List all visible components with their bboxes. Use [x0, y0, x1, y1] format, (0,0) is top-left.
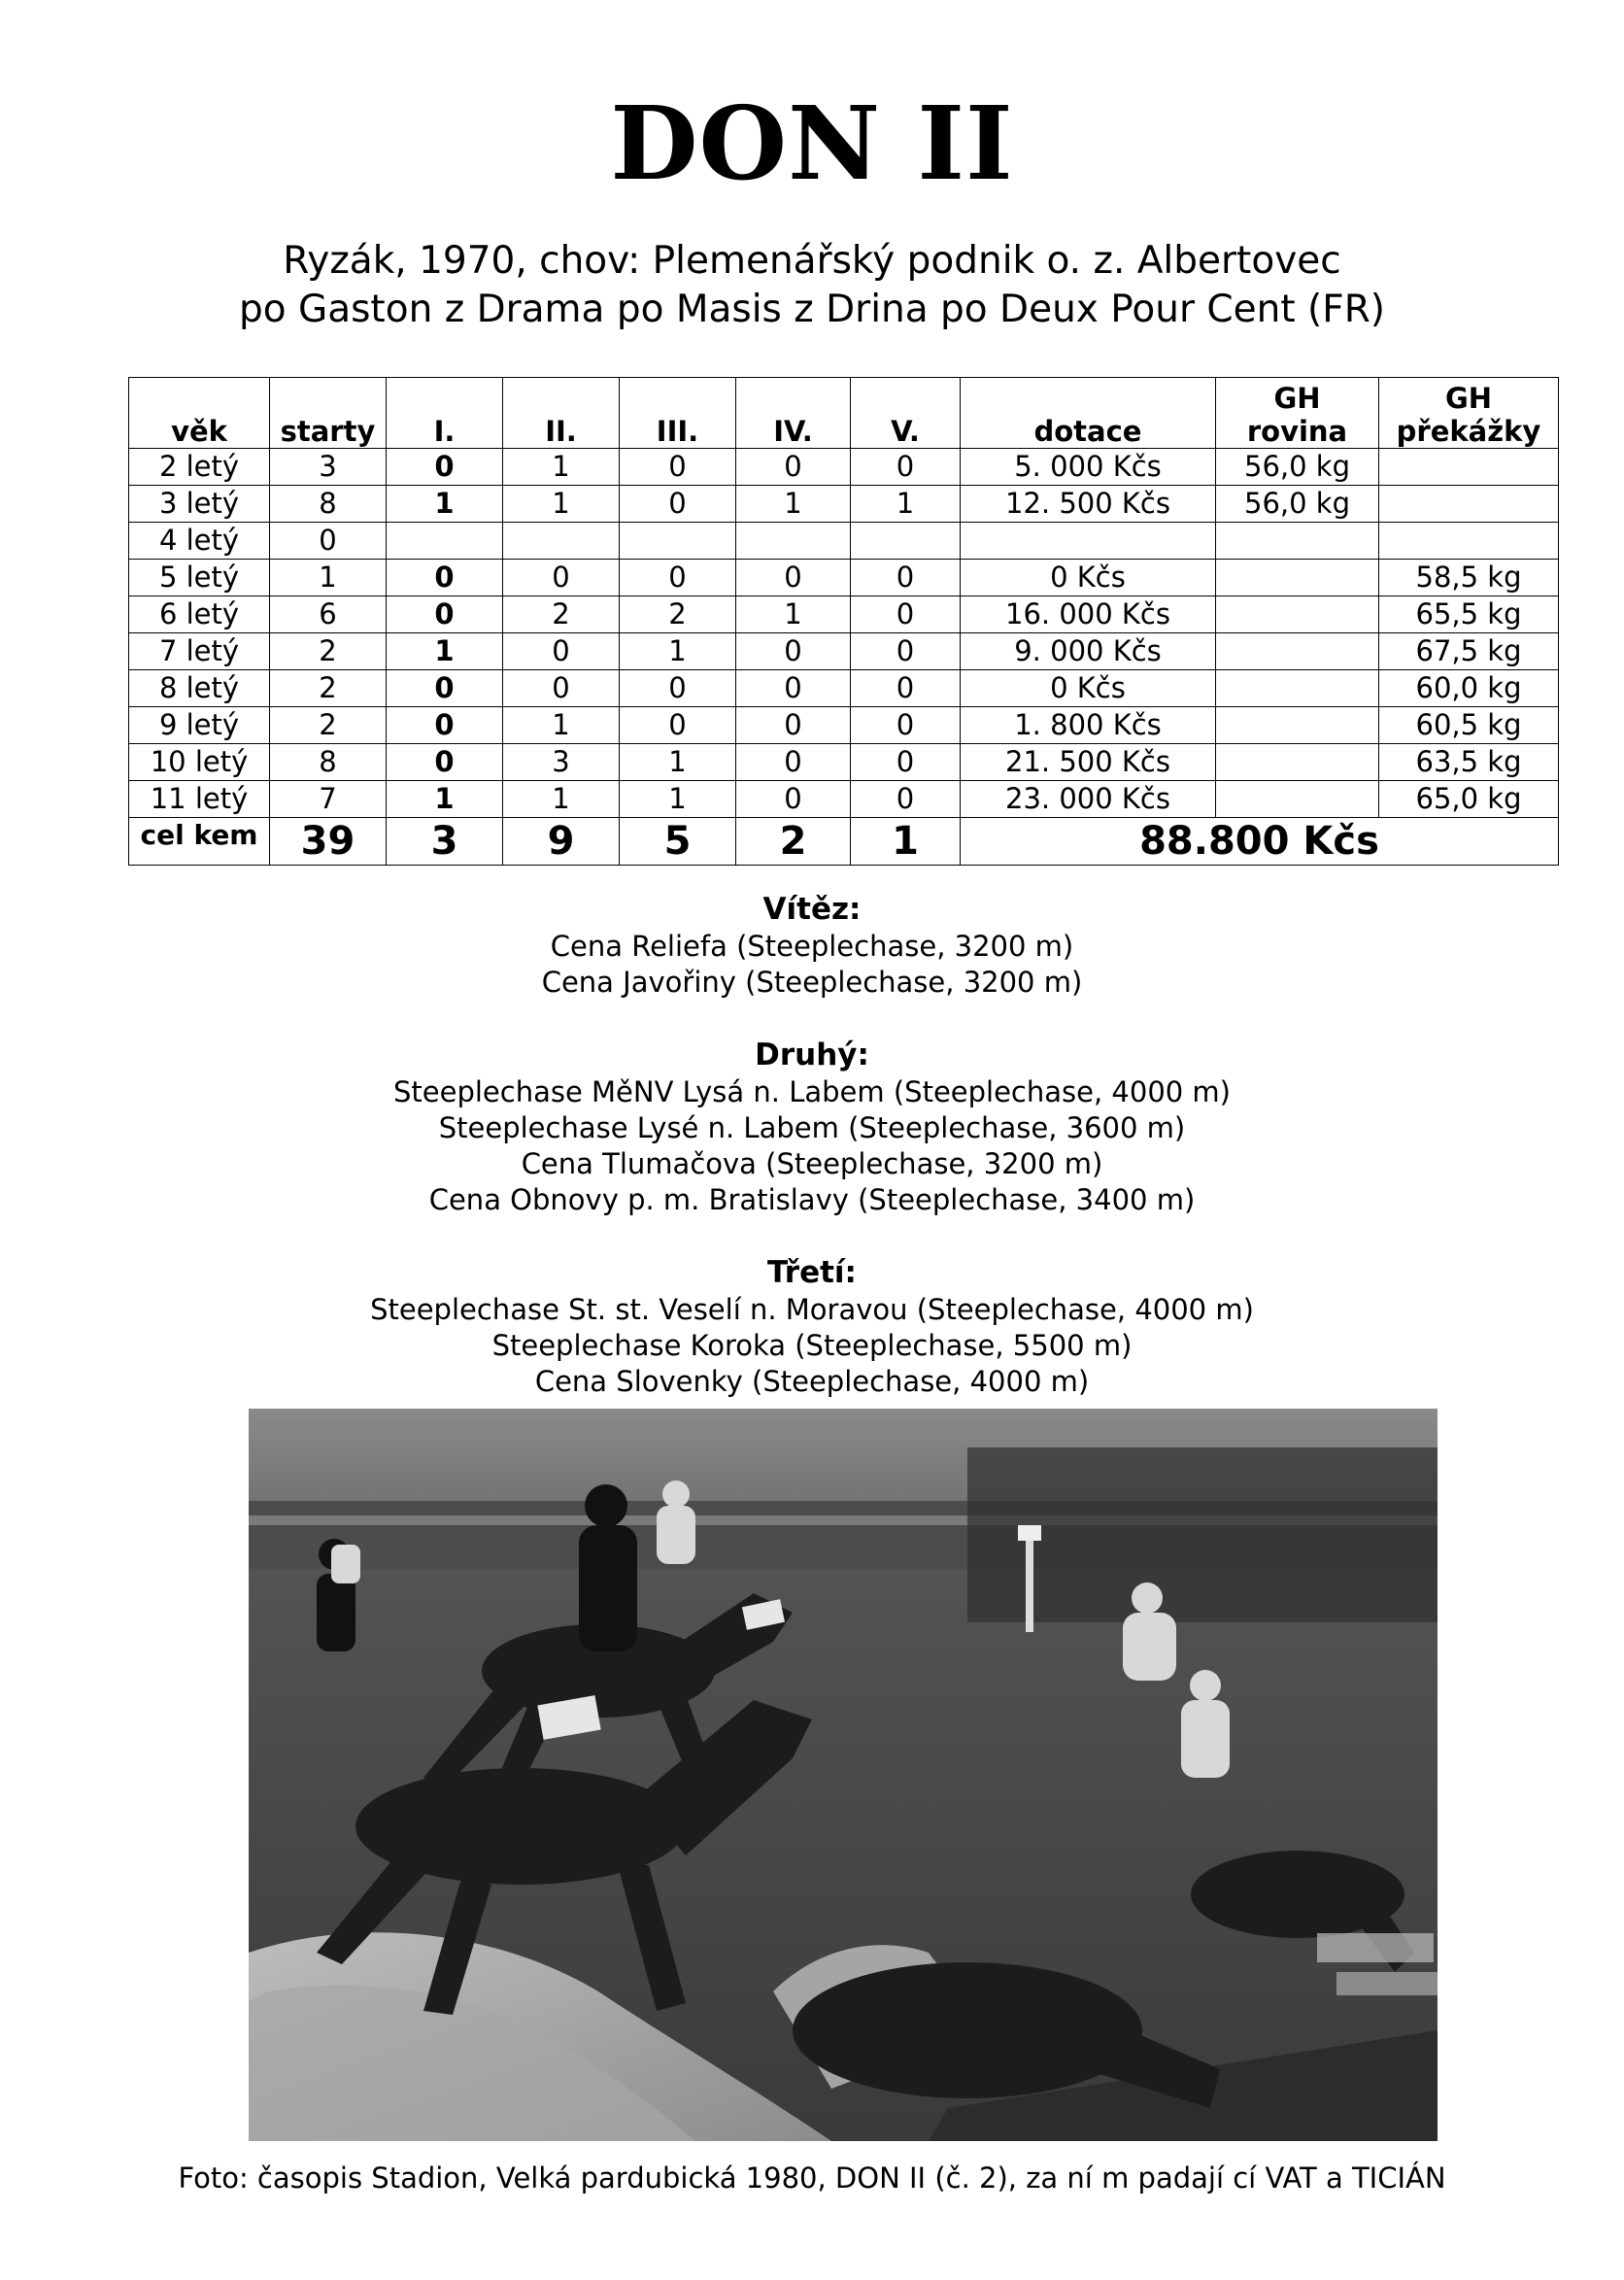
cell-prize: 1. 800 Kčs: [961, 707, 1216, 744]
second-race: Steeplechase MěNV Lysá n. Labem (Steeplechase, 4000 m): [392, 1075, 1231, 1108]
cell-starts: 2: [270, 707, 387, 744]
cell-gh-flat: [1216, 744, 1379, 781]
cell-place-5: 0: [851, 633, 961, 670]
cell-place-1: 1: [387, 781, 503, 818]
header-place-5: V.: [851, 378, 961, 449]
cell-place-4: 0: [736, 449, 851, 486]
cell-gh-flat: 56,0 kg: [1216, 449, 1379, 486]
winner-heading: Vítěz:: [762, 892, 862, 927]
page-title: DON II: [610, 84, 1014, 203]
cell-place-1: 0: [387, 707, 503, 744]
cell-place-2: 2: [503, 596, 620, 633]
cell-starts: 1: [270, 560, 387, 596]
subtitle-breeding: Ryzák, 1970, chov: Plemenářský podnik o. z. Albertovec: [283, 239, 1341, 283]
cell-place-5: 0: [851, 596, 961, 633]
cell-gh-flat: [1216, 523, 1379, 560]
total-place-5: 1: [851, 818, 961, 866]
total-place-3: 5: [620, 818, 736, 866]
cell-place-3: 1: [620, 633, 736, 670]
table-row: [129, 560, 1559, 596]
table-row: [129, 633, 1559, 670]
header-place-3: III.: [620, 378, 736, 449]
photo-caption: Foto: časopis Stadion, Velká pardubická 1980, DON II (č. 2), za ní m padají cí VAT a TICIÁN: [178, 2161, 1446, 2195]
cell-place-4: 0: [736, 781, 851, 818]
second-race: Cena Obnovy p. m. Bratislavy (Steeplechase, 3400 m): [428, 1183, 1196, 1216]
cell-age: 9 letý: [129, 707, 270, 744]
header-place-4: IV.: [736, 378, 851, 449]
table-row: [129, 523, 1559, 560]
cell-place-1: 0: [387, 744, 503, 781]
cell-place-1: 0: [387, 670, 503, 707]
total-label: cel kem: [129, 818, 270, 866]
cell-place-4: [736, 523, 851, 560]
cell-place-3: 0: [620, 670, 736, 707]
cell-gh-obstacles: [1379, 523, 1559, 560]
cell-place-2: 0: [503, 670, 620, 707]
cell-age: 6 letý: [129, 596, 270, 633]
cell-place-4: 0: [736, 744, 851, 781]
total-place-4: 2: [736, 818, 851, 866]
cell-place-4: 1: [736, 486, 851, 523]
cell-age: 10 letý: [129, 744, 270, 781]
third-race: Steeplechase Koroka (Steeplechase, 5500 m): [491, 1329, 1133, 1362]
cell-starts: 7: [270, 781, 387, 818]
cell-age: 8 letý: [129, 670, 270, 707]
third-heading: Třetí:: [767, 1255, 857, 1290]
cell-place-1: 0: [387, 596, 503, 633]
cell-place-5: 0: [851, 707, 961, 744]
cell-place-2: [503, 523, 620, 560]
cell-gh-obstacles: [1379, 486, 1559, 523]
header-place-1: I.: [387, 378, 503, 449]
table-row: [129, 781, 1559, 818]
total-starts: 39: [270, 818, 387, 866]
header-prize: dotace: [961, 378, 1216, 449]
cell-prize: 0 Kčs: [961, 670, 1216, 707]
race-record-table: [128, 377, 1559, 866]
race-wins-section: [0, 890, 1624, 1400]
cell-place-5: 1: [851, 486, 961, 523]
cell-place-2: 1: [503, 707, 620, 744]
cell-place-5: [851, 523, 961, 560]
second-heading: Druhý:: [755, 1038, 869, 1072]
third-race: Steeplechase St. st. Veselí n. Moravou (Steeplechase, 4000 m): [370, 1293, 1254, 1326]
header-place-2: II.: [503, 378, 620, 449]
table-row: [129, 449, 1559, 486]
cell-place-5: 0: [851, 781, 961, 818]
cell-prize: [961, 523, 1216, 560]
cell-place-4: 0: [736, 670, 851, 707]
cell-gh-flat: [1216, 707, 1379, 744]
total-prize: 88.800 Kčs: [961, 818, 1559, 866]
cell-gh-flat: [1216, 596, 1379, 633]
cell-starts: 2: [270, 670, 387, 707]
winner-race: Cena Javořiny (Steeplechase, 3200 m): [541, 966, 1083, 999]
cell-starts: 0: [270, 523, 387, 560]
cell-place-1: 0: [387, 560, 503, 596]
cell-prize: 0 Kčs: [961, 560, 1216, 596]
cell-place-4: 0: [736, 707, 851, 744]
table-header-row: [129, 378, 1559, 449]
cell-gh-obstacles: 60,5 kg: [1379, 707, 1559, 744]
cell-gh-obstacles: 67,5 kg: [1379, 633, 1559, 670]
cell-place-1: 0: [387, 449, 503, 486]
table-row: [129, 596, 1559, 633]
cell-place-3: 1: [620, 781, 736, 818]
table-row: [129, 670, 1559, 707]
cell-gh-flat: [1216, 560, 1379, 596]
cell-place-3: 0: [620, 449, 736, 486]
cell-place-1: [387, 523, 503, 560]
second-race: Cena Tlumačova (Steeplechase, 3200 m): [521, 1147, 1103, 1180]
table-total-row: [129, 818, 1559, 866]
cell-gh-obstacles: 65,0 kg: [1379, 781, 1559, 818]
cell-place-2: 1: [503, 486, 620, 523]
cell-gh-flat: [1216, 781, 1379, 818]
cell-age: 7 letý: [129, 633, 270, 670]
cell-place-1: 1: [387, 486, 503, 523]
cell-gh-obstacles: [1379, 449, 1559, 486]
cell-place-5: 0: [851, 670, 961, 707]
cell-place-2: 0: [503, 633, 620, 670]
cell-age: 5 letý: [129, 560, 270, 596]
cell-place-4: 0: [736, 633, 851, 670]
cell-starts: 6: [270, 596, 387, 633]
cell-starts: 8: [270, 486, 387, 523]
cell-place-2: 1: [503, 781, 620, 818]
header-starts: starty: [270, 378, 387, 449]
total-place-1: 3: [387, 818, 503, 866]
cell-age: 3 letý: [129, 486, 270, 523]
second-race: Steeplechase Lysé n. Labem (Steeplechase, 3600 m): [438, 1111, 1186, 1144]
cell-prize: 21. 500 Kčs: [961, 744, 1216, 781]
cell-prize: 12. 500 Kčs: [961, 486, 1216, 523]
cell-gh-flat: [1216, 633, 1379, 670]
cell-gh-flat: 56,0 kg: [1216, 486, 1379, 523]
header-gh-flat: GH rovina: [1216, 378, 1379, 449]
table-row: [129, 744, 1559, 781]
cell-place-5: 0: [851, 744, 961, 781]
cell-place-4: 0: [736, 560, 851, 596]
race-photo: [249, 1409, 1438, 2141]
cell-starts: 3: [270, 449, 387, 486]
cell-place-3: 0: [620, 560, 736, 596]
third-race: Cena Slovenky (Steeplechase, 4000 m): [534, 1365, 1090, 1398]
header-gh-obstacles: GH překážky: [1379, 378, 1559, 449]
cell-gh-obstacles: 58,5 kg: [1379, 560, 1559, 596]
cell-gh-obstacles: 63,5 kg: [1379, 744, 1559, 781]
cell-place-4: 1: [736, 596, 851, 633]
cell-prize: 23. 000 Kčs: [961, 781, 1216, 818]
cell-gh-obstacles: 60,0 kg: [1379, 670, 1559, 707]
cell-place-1: 1: [387, 633, 503, 670]
cell-place-3: 1: [620, 744, 736, 781]
cell-age: 2 letý: [129, 449, 270, 486]
table-row: [129, 707, 1559, 744]
winner-race: Cena Reliefa (Steeplechase, 3200 m): [550, 930, 1074, 963]
cell-place-3: 0: [620, 707, 736, 744]
cell-prize: 5. 000 Kčs: [961, 449, 1216, 486]
cell-place-2: 1: [503, 449, 620, 486]
cell-starts: 8: [270, 744, 387, 781]
subtitle-pedigree: po Gaston z Drama po Masis z Drina po Deux Pour Cent (FR): [238, 288, 1386, 331]
cell-prize: 16. 000 Kčs: [961, 596, 1216, 633]
cell-age: 11 letý: [129, 781, 270, 818]
cell-place-3: [620, 523, 736, 560]
cell-place-2: 3: [503, 744, 620, 781]
cell-place-3: 0: [620, 486, 736, 523]
header-age: věk: [129, 378, 270, 449]
cell-place-2: 0: [503, 560, 620, 596]
cell-age: 4 letý: [129, 523, 270, 560]
cell-gh-flat: [1216, 670, 1379, 707]
cell-place-3: 2: [620, 596, 736, 633]
cell-prize: 9. 000 Kčs: [961, 633, 1216, 670]
total-place-2: 9: [503, 818, 620, 866]
table-row: [129, 486, 1559, 523]
cell-place-5: 0: [851, 560, 961, 596]
cell-place-5: 0: [851, 449, 961, 486]
cell-gh-obstacles: 65,5 kg: [1379, 596, 1559, 633]
cell-starts: 2: [270, 633, 387, 670]
